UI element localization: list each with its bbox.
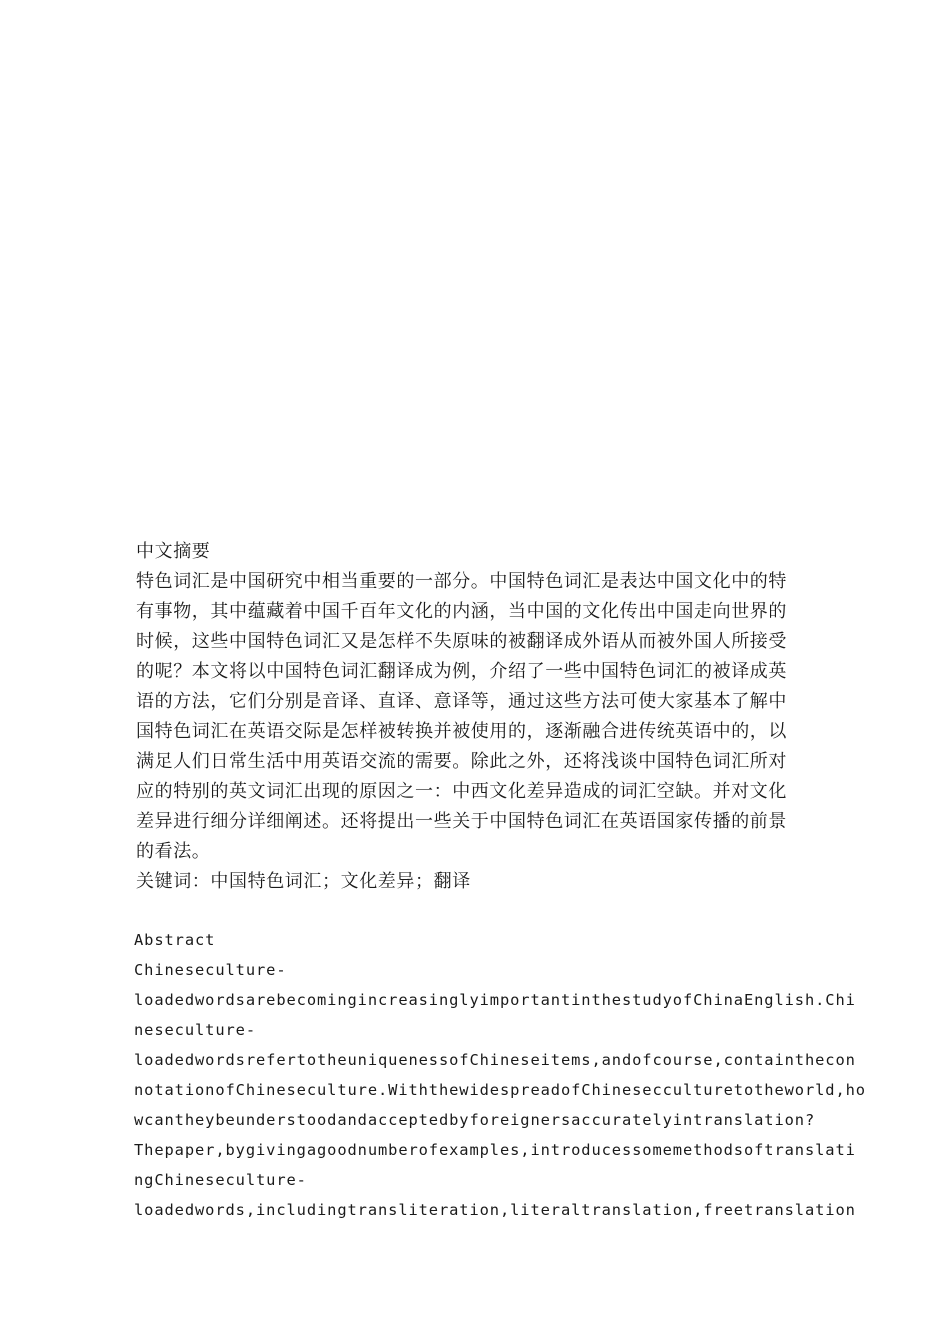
chinese-abstract-line: 的看法。	[136, 841, 211, 862]
english-abstract-line: loadedwords,includingtransliteration,literaltranslation,freetranslation	[134, 1201, 856, 1219]
english-abstract-line: Thepaper,bygivingagoodnumberofexamples,introducessomemethodsoftranslati	[134, 1141, 856, 1159]
english-abstract-line: loadedwordsarebecomingincreasinglyimportantinthestudyofChinaEnglish.Chi	[134, 991, 856, 1009]
english-abstract-line: wcantheybeunderstoodandacceptedbyforeignersaccuratelyintranslation?	[134, 1111, 816, 1129]
english-abstract-heading: Abstract	[134, 931, 216, 949]
chinese-abstract-line: 语的方法，它们分别是音译、直译、意译等，通过这些方法可使大家基本了解中	[136, 691, 787, 712]
english-abstract-line: ngChineseculture-	[134, 1171, 307, 1189]
chinese-abstract-line: 特色词汇是中国研究中相当重要的一部分。中国特色词汇是表达中国文化中的特	[136, 571, 787, 592]
chinese-abstract-line: 满足人们日常生活中用英语交流的需要。除此之外，还将浅谈中国特色词汇所对	[136, 751, 787, 772]
chinese-abstract-line: 有事物，其中蕴藏着中国千百年文化的内涵，当中国的文化传出中国走向世界的	[136, 601, 787, 622]
english-abstract-line: Chineseculture-	[134, 961, 287, 979]
chinese-abstract-section	[136, 537, 818, 897]
english-abstract-line: neseculture-	[134, 1021, 256, 1039]
chinese-abstract-line: 应的特别的英文词汇出现的原因之一：中西文化差异造成的词汇空缺。并对文化	[136, 781, 787, 802]
chinese-abstract-line: 国特色词汇在英语交际是怎样被转换并被使用的，逐渐融合进传统英语中的，以	[136, 721, 787, 742]
chinese-abstract-heading: 中文摘要	[136, 541, 211, 562]
chinese-abstract-line: 差异进行细分详细阐述。还将提出一些关于中国特色词汇在英语国家传播的前景	[136, 811, 787, 832]
chinese-abstract-line: 的呢？本文将以中国特色词汇翻译成为例，介绍了一些中国特色词汇的被译成英	[136, 661, 787, 682]
english-abstract-line: notationofChineseculture.WiththewidespreadofChinesecculturetotheworld,ho	[134, 1081, 866, 1099]
english-abstract-line: loadedwordsrefertotheuniquenessofChineseitems,andofcourse,containthecon	[134, 1051, 856, 1069]
chinese-keywords: 关键词：中国特色词汇；文化差异；翻译	[136, 871, 471, 892]
english-abstract-section	[134, 925, 866, 1225]
chinese-abstract-line: 时候，这些中国特色词汇又是怎样不失原味的被翻译成外语从而被外国人所接受	[136, 631, 787, 652]
